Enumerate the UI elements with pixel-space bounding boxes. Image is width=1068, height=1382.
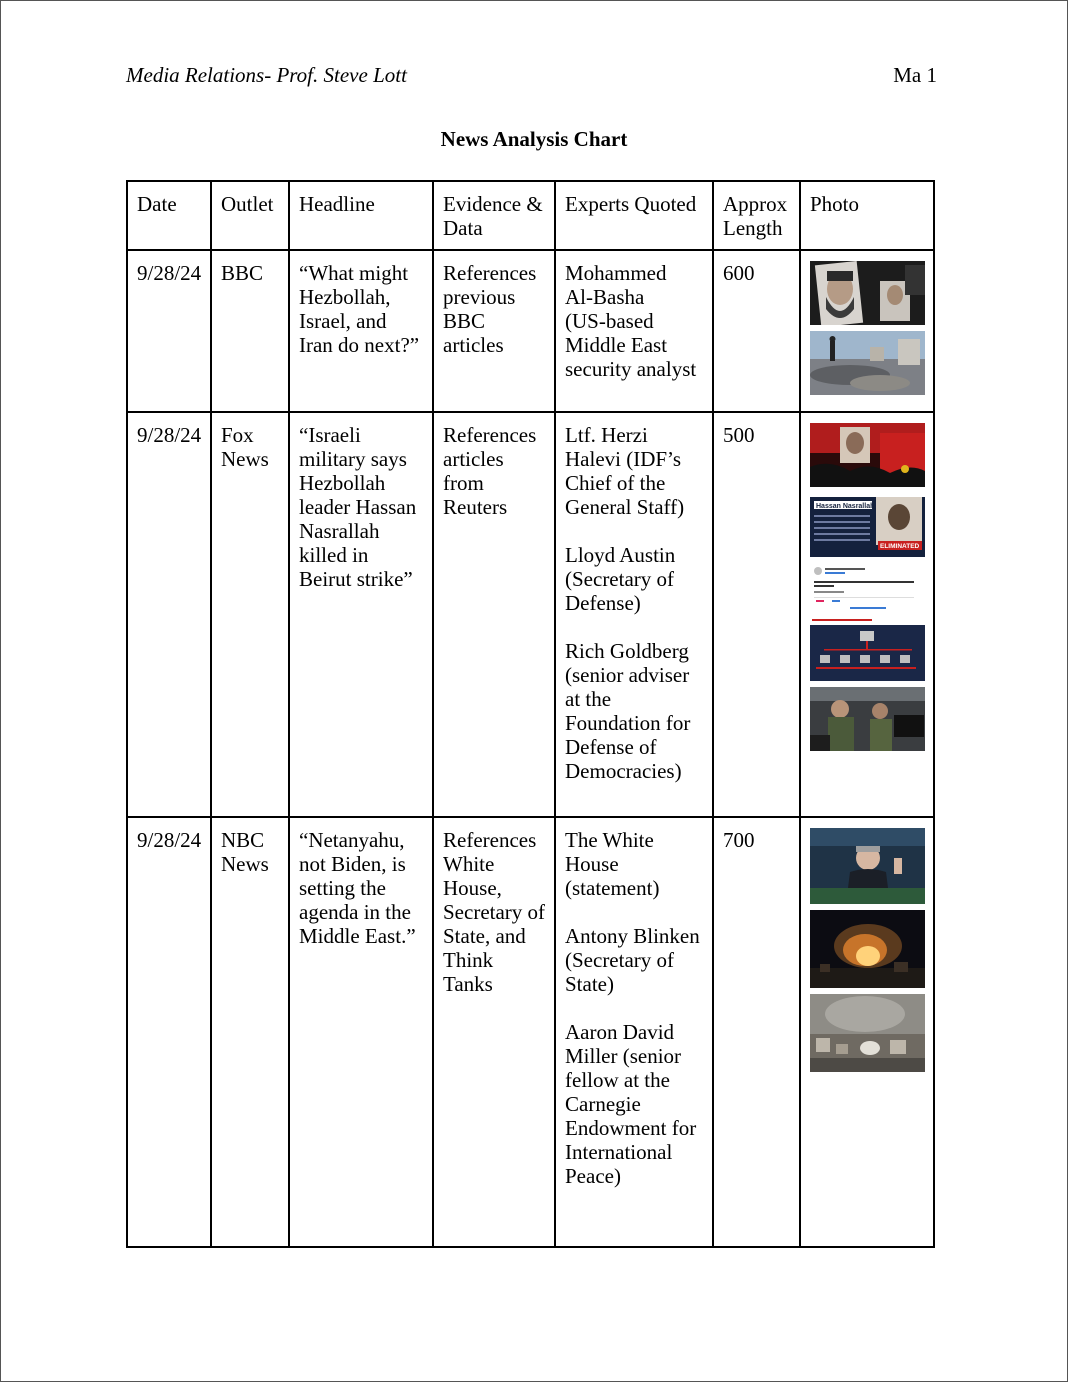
experts-cell: Ltf. Herzi Halevi (IDF’s Chief of the General Staff) Lloyd Austin (Secretary of Defense) Rich Goldberg (senior adviser at the Foundation for Defense of Democracies)	[555, 412, 713, 817]
experts-cell: Mohammed Al-Basha (US-based Middle East security analyst	[555, 250, 713, 412]
headline-cell: “Israeli military says Hezbollah leader Hassan Nasrallah killed in Beirut strike”	[289, 412, 433, 817]
outlet-cell: BBC	[211, 250, 289, 412]
outlet-cell: NBC News	[211, 817, 289, 1247]
portrait-photo	[810, 261, 925, 325]
column-header-outlet: Outlet	[211, 181, 289, 250]
date-cell: 9/28/24	[127, 250, 211, 412]
eliminated-stamp: ELIMINATED	[880, 543, 920, 550]
headline-cell: “What might Hezbollah, Israel, and Iran do next?”	[289, 250, 433, 412]
column-header-evidence: Evidence & Data	[433, 181, 555, 250]
column-header-length: Approx Length	[713, 181, 800, 250]
date-cell: 9/28/24	[127, 412, 211, 817]
column-header-date: Date	[127, 181, 211, 250]
rubble-photo	[810, 331, 925, 395]
photo-cell	[800, 817, 934, 1247]
organization-chart-graphic	[810, 617, 925, 681]
photo-cell	[800, 412, 934, 817]
document-title: News Analysis Chart	[440, 127, 628, 151]
experts-cell: The White House (statement) Antony Blinken (Secretary of State) Aaron David Miller (senior fellow at the Carnegie Endowment for International Peace)	[555, 817, 713, 1247]
table-row	[127, 250, 934, 412]
explosion-night-photo	[810, 910, 925, 988]
column-header-photo: Photo	[800, 181, 934, 250]
headline-cell: “Netanyahu, not Biden, is setting the agenda in the Middle East.”	[289, 817, 433, 1247]
news-analysis-table	[126, 180, 935, 1248]
evidence-cell: References articles from Reuters	[433, 412, 555, 817]
social-post-screenshot	[810, 563, 925, 611]
command-room-photo	[810, 687, 925, 751]
rally-photo	[810, 423, 925, 487]
page-number: Ma 1	[893, 63, 937, 87]
outlet-cell: Fox News	[211, 412, 289, 817]
evidence-cell: References White House, Secretary of State, and Think Tanks	[433, 817, 555, 1247]
table-row	[127, 817, 934, 1247]
table-row	[127, 412, 934, 817]
city-smoke-photo	[810, 994, 925, 1072]
length-cell: 600	[713, 250, 800, 412]
column-header-headline: Headline	[289, 181, 433, 250]
table-header-row	[127, 181, 934, 250]
evidence-cell: References previous BBC articles	[433, 250, 555, 412]
date-cell: 9/28/24	[127, 817, 211, 1247]
photo-cell	[800, 250, 934, 412]
length-cell: 700	[713, 817, 800, 1247]
course-header: Media Relations- Prof. Steve Lott	[126, 63, 407, 87]
length-cell: 500	[713, 412, 800, 817]
speech-photo	[810, 828, 925, 904]
graphic-name-label: Hassan Nasrallah	[816, 503, 875, 510]
column-header-experts: Experts Quoted	[555, 181, 713, 250]
eliminated-graphic	[810, 493, 925, 557]
